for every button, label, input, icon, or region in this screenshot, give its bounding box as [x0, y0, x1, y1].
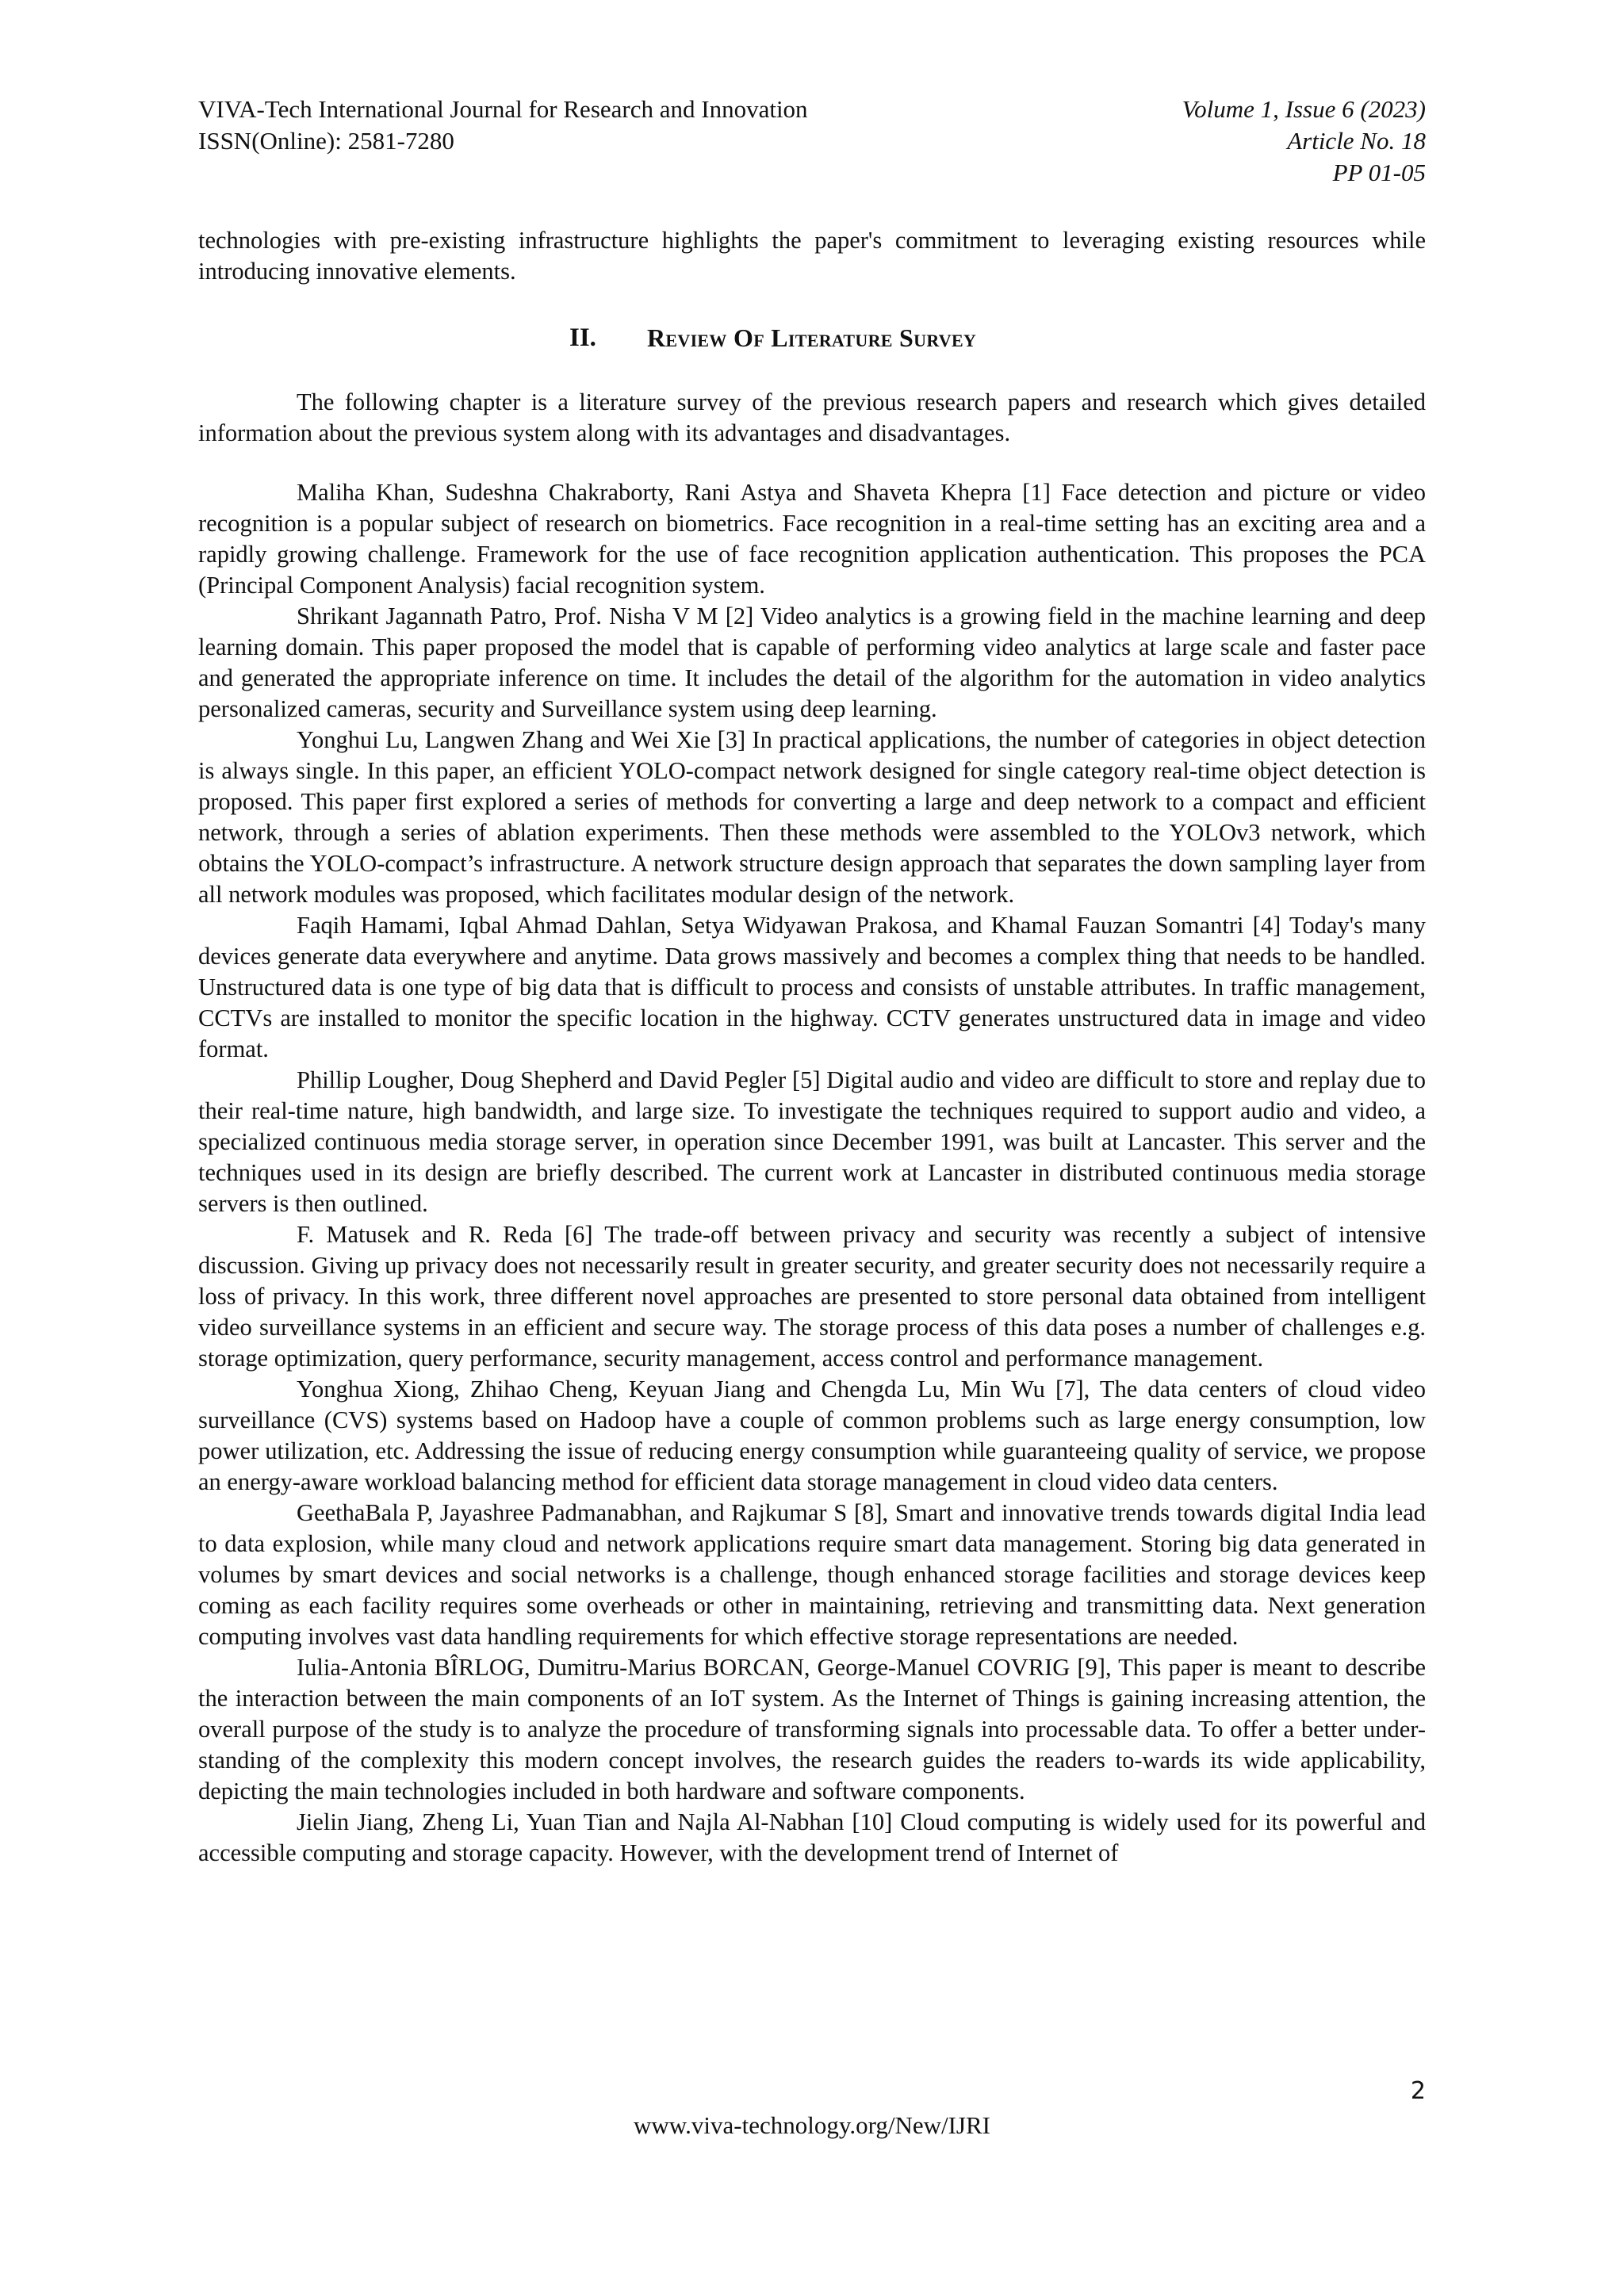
page-number: 2	[1410, 2077, 1426, 2105]
journal-name: VIVA-Tech International Journal for Research and Innovation	[198, 95, 808, 123]
body-text	[198, 225, 1426, 1869]
literature-paragraph-2: Shrikant Jagannath Patro, Prof. Nisha V M [2] Video analytics is a growing field in the machine learning and deep learning domain. This paper proposed the model that is capable of performing video analytics at large scale and faster pace and generated the appropriate inference on time. It includes the detail of the algorithm for the automation in video analytics personalized cameras, security and Surveillance system using deep learning.	[198, 603, 1426, 722]
intro-paragraph: The following chapter is a literature survey of the previous research papers and research which gives detailed information about the previous system along with its advantages and disadvantages.	[198, 388, 1426, 446]
article-number: Article No. 18	[1287, 127, 1426, 155]
page-range: PP 01-05	[1332, 159, 1426, 186]
issn: ISSN(Online): 2581-7280	[198, 127, 454, 155]
literature-paragraph-1: Maliha Khan, Sudeshna Chakraborty, Rani Astya and Shaveta Khepra [1] Face detection and picture or video recognition is a popular subject of research on biometrics. Face recognition in a real-time setting has an exciting area and a rapidly growing challenge. Framework for the use of face recognition application authentication. This proposes the PCA (Principal Component Analysis) facial recognition system.	[198, 479, 1426, 599]
section-title: Review Of Literature Survey	[647, 323, 977, 352]
literature-paragraph-7: Yonghua Xiong, Zhihao Cheng, Keyuan Jiang and Chengda Lu, Min Wu [7], The data centers of cloud video surveillance (CVS) systems based on Hadoop have a couple of common problems such as large energy consumption, low power utilization, etc. Addressing the issue of reducing energy consumption while guaranteeing quality of service, we propose an energy-aware workload balancing method for efficient data storage management in cloud video data centers.	[198, 1376, 1426, 1495]
volume-issue: Volume 1, Issue 6 (2023)	[1182, 95, 1426, 123]
header-right	[1182, 94, 1426, 189]
footer-url: www.viva-technology.org/New/IJRI	[634, 2111, 990, 2139]
literature-paragraph-10: Jielin Jiang, Zheng Li, Yuan Tian and Najla Al-Nabhan [10] Cloud computing is widely used for its powerful and accessible computing and storage capacity. However, with the development trend of Internet of	[198, 1808, 1426, 1866]
literature-paragraph-4: Faqih Hamami, Iqbal Ahmad Dahlan, Setya Widyawan Prakosa, and Khamal Fauzan Somantri [4] Today's many devices generate data everywhere and anytime. Data grows massively and becomes a complex thing that needs to be handled. Unstructured data is one type of big data that is difficult to process and consists of unstable attributes. In traffic management, CCTVs are installed to monitor the specific location in the highway. CCTV generates unstructured data in image and video format.	[198, 912, 1426, 1062]
header-left	[198, 94, 808, 157]
literature-paragraph-9: Iulia-Antonia BÎRLOG, Dumitru-Marius BORCAN, George-Manuel COVRIG [9], This paper is meant to describe the interaction between the main components of an IoT system. As the Internet of Things is gaining increasing attention, the overall purpose of the study is to analyze the procedure of transforming signals into processable data. To offer a better under-standing of the complexity this modern concept involves, the research guides the readers to-wards its wide applicability, depicting the main technologies included in both hardware and software components.	[198, 1654, 1426, 1804]
literature-paragraph-8: GeethaBala P, Jayashree Padmanabhan, and Rajkumar S [8], Smart and innovative trends towards digital India lead to data explosion, while many cloud and network applications require smart data management. Storing big data generated in volumes by smart devices and social networks is a challenge, though enhanced storage facilities and storage devices keep coming as each facility requires some overheads or other in maintaining, retrieving and transmitting data. Next generation computing involves vast data handling requirements for which effective storage representations are needed.	[198, 1499, 1426, 1650]
intro-continuation: technologies with pre-existing infrastructure highlights the paper's commitment to leveraging existing resources while introducing innovative elements.	[198, 227, 1426, 285]
section-number: II.	[569, 323, 596, 352]
section-heading	[198, 322, 1426, 354]
literature-paragraph-3: Yonghui Lu, Langwen Zhang and Wei Xie [3] In practical applications, the number of categories in object detection is always single. In this paper, an efficient YOLO-compact network designed for single category real-time object detection is proposed. This paper first explored a series of methods for converting a large and deep network to a compact and efficient network, through a series of ablation experiments. Then these methods were assembled to the YOLOv3 network, which obtains the YOLO-compact’s infrastructure. A network structure design approach that separates the down sampling layer from all network modules was proposed, which facilitates modular design of the network.	[198, 726, 1426, 908]
literature-paragraph-5: Phillip Lougher, Doug Shepherd and David Pegler [5] Digital audio and video are difficult to store and replay due to their real-time nature, high bandwidth, and large size. To investigate the techniques required to support audio and video, a specialized continuous media storage server, in operation since December 1991, was built at Lancaster. This server and the techniques used in its design are briefly described. The current work at Lancaster in distributed continuous media storage servers is then outlined.	[198, 1066, 1426, 1217]
literature-paragraph-6: F. Matusek and R. Reda [6] The trade-off between privacy and security was recently a subject of intensive discussion. Giving up privacy does not necessarily result in greater security, and greater security does not necessarily require a loss of privacy. In this work, three different novel approaches are presented to store personal data obtained from intelligent video surveillance systems in an efficient and secure way. The storage process of this data poses a number of challenges e.g. storage optimization, query performance, security management, access control and performance management.	[198, 1221, 1426, 1372]
